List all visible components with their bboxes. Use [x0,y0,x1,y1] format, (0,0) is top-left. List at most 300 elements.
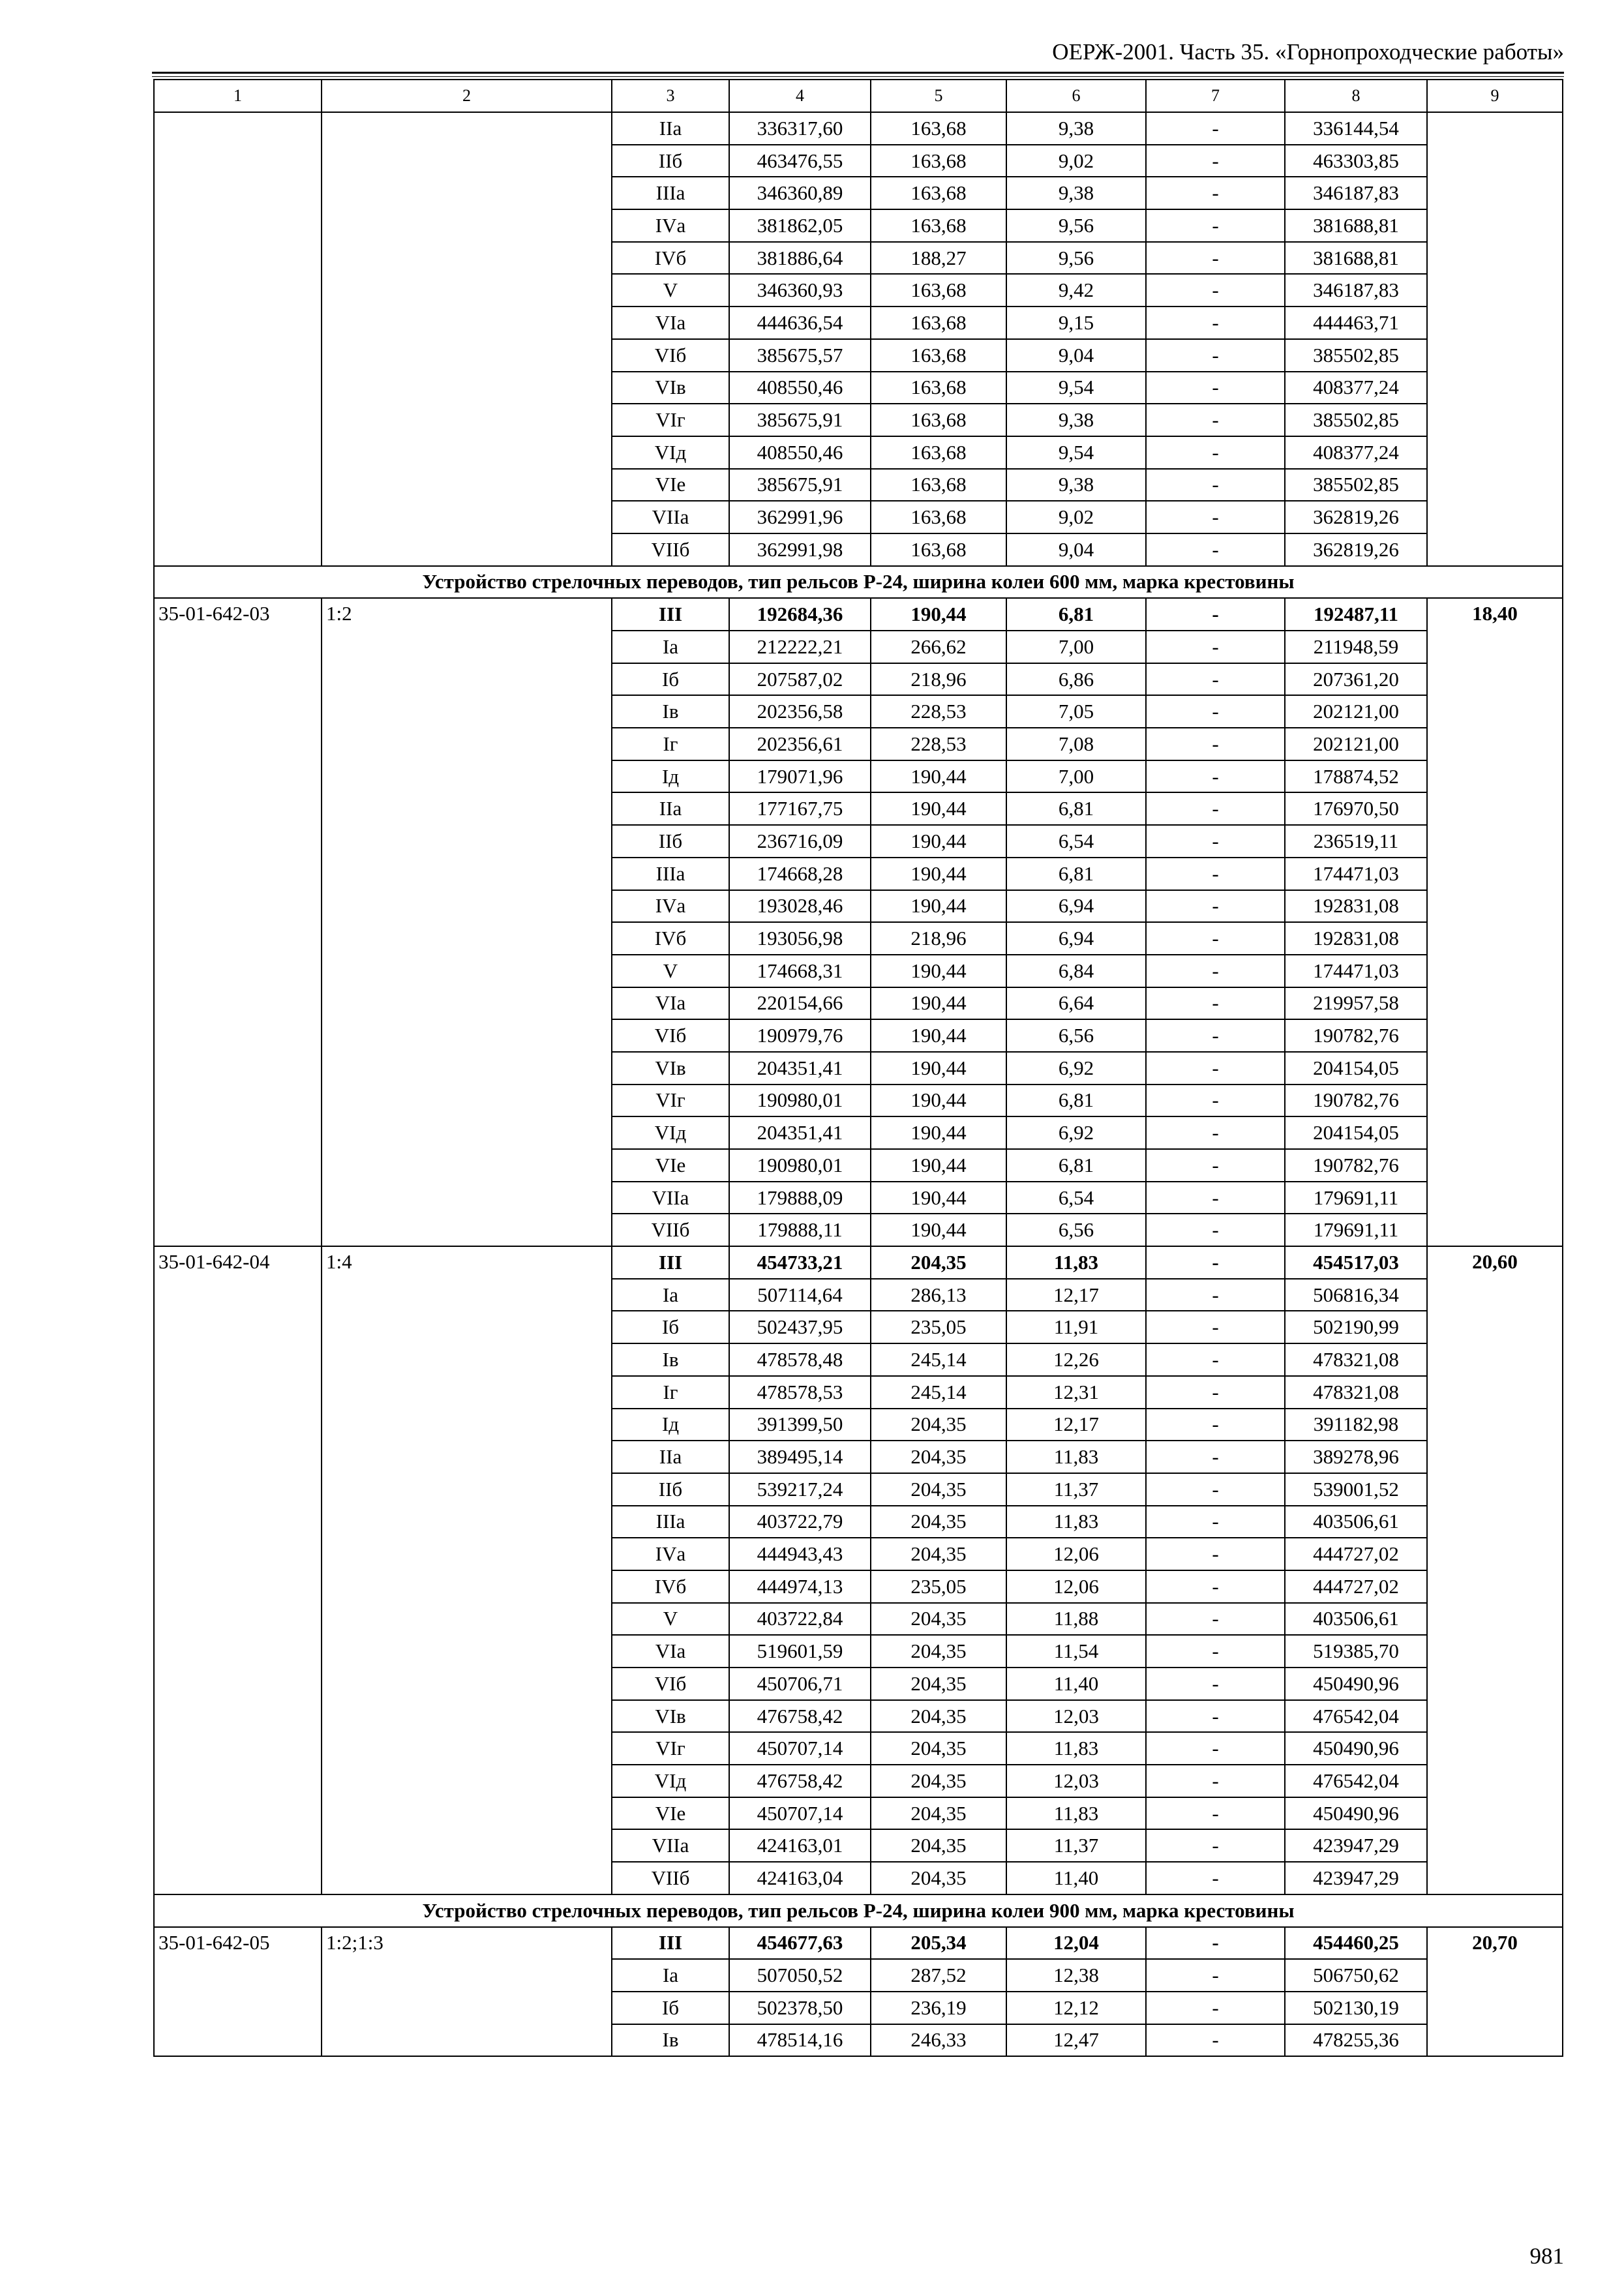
table-cell: 204,35 [871,1668,1006,1700]
table-cell: 204,35 [871,1506,1006,1538]
table-cell: 362819,26 [1285,533,1427,566]
table-cell: - [1146,1311,1285,1343]
table-cell: 204,35 [871,1862,1006,1894]
table-cell: 245,14 [871,1343,1006,1376]
table-cell: 7,05 [1006,695,1146,728]
table-cell: 219957,58 [1285,987,1427,1020]
table-cell: 423947,29 [1285,1829,1427,1862]
table-cell: 190782,76 [1285,1149,1427,1182]
table-cell: 190782,76 [1285,1019,1427,1052]
table-cell: - [1146,1376,1285,1409]
table-cell: Iд [612,760,729,793]
table-cell: 11,40 [1006,1862,1146,1894]
table-cell: 204,35 [871,1441,1006,1473]
table-cell: - [1146,1700,1285,1733]
table-cell: 12,47 [1006,2024,1146,2057]
table-cell: 476542,04 [1285,1765,1427,1797]
table-cell: 7,00 [1006,760,1146,793]
table-cell: 507050,52 [729,1959,871,1992]
table-cell: IIIа [612,858,729,890]
table-cell: - [1146,1570,1285,1603]
table-cell: III [612,1246,729,1279]
column-9-value: 20,60 [1427,1246,1563,1894]
table-cell: VIв [612,372,729,404]
table-cell: - [1146,274,1285,307]
table-cell: V [612,1603,729,1636]
table-cell: 454460,25 [1285,1927,1427,1960]
table-cell: 190,44 [871,1019,1006,1052]
table-cell: - [1146,1052,1285,1085]
table-cell: 204154,05 [1285,1052,1427,1085]
table-cell: 6,92 [1006,1116,1146,1149]
table-cell: 6,56 [1006,1019,1146,1052]
table-cell: - [1146,2024,1285,2057]
table-cell: 6,56 [1006,1214,1146,1246]
section-title: Устройство стрелочных переводов, тип рельсов Р-24, ширина колеи 600 мм, марка крестовины [154,566,1563,599]
table-cell: 202356,61 [729,728,871,760]
table-cell: VIIа [612,1829,729,1862]
table-cell: 163,68 [871,469,1006,501]
table-cell: - [1146,987,1285,1020]
table-cell: 190,44 [871,1182,1006,1214]
table-cell: 192487,11 [1285,598,1427,631]
table-cell: - [1146,792,1285,825]
table-cell: 450490,96 [1285,1668,1427,1700]
table-cell: VIв [612,1052,729,1085]
table-cell: 212222,21 [729,631,871,663]
column-number: 4 [729,80,871,112]
table-cell: Iб [612,1992,729,2024]
table-cell: IIб [612,1473,729,1506]
table-cell: 9,42 [1006,274,1146,307]
table-cell: 478578,53 [729,1376,871,1409]
table-cell: IIа [612,112,729,145]
crossing-mark: 1:2 [322,598,612,1246]
table-cell: - [1146,1409,1285,1441]
column-number: 2 [322,80,612,112]
table-cell: VIб [612,1019,729,1052]
table-cell: IIб [612,145,729,177]
table-cell: - [1146,695,1285,728]
table-cell: - [1146,1829,1285,1862]
table-cell: 179888,11 [729,1214,871,1246]
table-cell: 202356,58 [729,695,871,728]
table-cell: 9,54 [1006,372,1146,404]
table-cell: - [1146,1214,1285,1246]
table-cell: - [1146,1668,1285,1700]
table-cell: 174668,31 [729,955,871,987]
table-cell: 385675,91 [729,469,871,501]
table-cell: 9,54 [1006,436,1146,469]
table-cell: 218,96 [871,922,1006,955]
table-cell: 177167,75 [729,792,871,825]
table-cell: - [1146,598,1285,631]
page-number: 981 [1529,2243,1564,2269]
table-cell: 476758,42 [729,1765,871,1797]
column-9-value: 18,40 [1427,598,1563,1246]
table-cell: 408550,46 [729,436,871,469]
table-cell: 204,35 [871,1538,1006,1570]
table-cell: IIIа [612,1506,729,1538]
table-cell: 178874,52 [1285,760,1427,793]
table-cell: 502378,50 [729,1992,871,2024]
table-cell: 163,68 [871,145,1006,177]
table-cell: 192684,36 [729,598,871,631]
table-cell: 179691,11 [1285,1214,1427,1246]
table-cell: 174668,28 [729,858,871,890]
table-cell: 236716,09 [729,825,871,858]
table-cell: 207361,20 [1285,663,1427,696]
table-cell: 444974,13 [729,1570,871,1603]
table-cell: 11,88 [1006,1603,1146,1636]
table-cell: - [1146,1343,1285,1376]
table-cell: IIб [612,825,729,858]
table-cell: 190,44 [871,1214,1006,1246]
table-cell: 391182,98 [1285,1409,1427,1441]
table-cell: 9,04 [1006,533,1146,566]
table-cell: Iа [612,631,729,663]
table-cell: VIд [612,1765,729,1797]
table-cell: 444636,54 [729,307,871,339]
table-cell: 389495,14 [729,1441,871,1473]
table-row [154,112,1563,145]
table-cell: 403506,61 [1285,1603,1427,1636]
table-cell: - [1146,436,1285,469]
table-cell: 287,52 [871,1959,1006,1992]
column-number: 7 [1146,80,1285,112]
table-cell: 11,83 [1006,1441,1146,1473]
table-cell: VIа [612,1635,729,1668]
table-cell: 346360,89 [729,177,871,209]
table-row [154,1246,1563,1279]
table-cell: 11,83 [1006,1506,1146,1538]
table-cell: 506750,62 [1285,1959,1427,1992]
table-cell: 444727,02 [1285,1538,1427,1570]
table-cell: 204,35 [871,1829,1006,1862]
table-cell: VIIб [612,1862,729,1894]
table-cell: Iд [612,1409,729,1441]
table-cell: - [1146,1279,1285,1311]
table-cell: 408377,24 [1285,372,1427,404]
table-cell: VIа [612,987,729,1020]
table-cell: - [1146,1182,1285,1214]
table-cell: V [612,955,729,987]
table-cell: - [1146,1019,1285,1052]
table-cell: 463476,55 [729,145,871,177]
table-cell: 502437,95 [729,1311,871,1343]
table-cell: 450707,14 [729,1732,871,1765]
table-cell: - [1146,372,1285,404]
table-cell: 190,44 [871,987,1006,1020]
table-cell: 190980,01 [729,1085,871,1117]
table-cell: 12,17 [1006,1409,1146,1441]
table-cell: 346187,83 [1285,177,1427,209]
table-cell: 11,83 [1006,1246,1146,1279]
table-cell: 207587,02 [729,663,871,696]
table-cell: 408550,46 [729,372,871,404]
table-cell: 12,17 [1006,1279,1146,1311]
table-cell: 193028,46 [729,890,871,923]
table-cell: 12,03 [1006,1700,1146,1733]
table-cell: 6,94 [1006,922,1146,955]
table-cell: 450490,96 [1285,1732,1427,1765]
table-cell: 190,44 [871,858,1006,890]
table-cell: 6,81 [1006,1085,1146,1117]
table-cell: 12,31 [1006,1376,1146,1409]
table-cell: 454733,21 [729,1246,871,1279]
table-cell: - [1146,922,1285,955]
table-cell: 163,68 [871,307,1006,339]
table-cell: 362819,26 [1285,501,1427,533]
table-cell: 192831,08 [1285,890,1427,923]
table-cell: 163,68 [871,372,1006,404]
table-cell: VIа [612,307,729,339]
table-cell: 408377,24 [1285,436,1427,469]
table-cell: 220154,66 [729,987,871,1020]
table-cell: 190,44 [871,760,1006,793]
table-cell: 204,35 [871,1732,1006,1765]
table-cell: 163,68 [871,501,1006,533]
table-cell: 381688,81 [1285,242,1427,275]
table-cell: - [1146,663,1285,696]
table-cell: Iа [612,1279,729,1311]
table-cell: 190,44 [871,598,1006,631]
table-cell: 506816,34 [1285,1279,1427,1311]
crossing-mark: 1:2;1:3 [322,1927,612,2057]
crossing-mark [322,112,612,566]
table-cell: 385675,57 [729,339,871,372]
table-cell: - [1146,825,1285,858]
table-cell: 163,68 [871,404,1006,436]
table-cell: VIIа [612,501,729,533]
table-cell: VIб [612,339,729,372]
table-cell: - [1146,631,1285,663]
rate-code [154,112,322,566]
table-cell: - [1146,1862,1285,1894]
table-cell: - [1146,1959,1285,1992]
table-cell: 163,68 [871,177,1006,209]
table-cell: IVб [612,1570,729,1603]
table-cell: 539217,24 [729,1473,871,1506]
table-cell: 478514,16 [729,2024,871,2057]
table-cell: 502190,99 [1285,1311,1427,1343]
table-cell: Iб [612,1311,729,1343]
table-cell: - [1146,1992,1285,2024]
table-cell: 286,13 [871,1279,1006,1311]
table-cell: - [1146,1797,1285,1830]
table-cell: 336317,60 [729,112,871,145]
table-cell: 204,35 [871,1603,1006,1636]
table-cell: VIе [612,1149,729,1182]
table-cell: 9,02 [1006,145,1146,177]
table-cell: 507114,64 [729,1279,871,1311]
table-cell: 11,37 [1006,1829,1146,1862]
table-cell: - [1146,209,1285,242]
table-cell: 236519,11 [1285,825,1427,858]
table-cell: 385675,91 [729,404,871,436]
table-cell: III [612,598,729,631]
table-cell: - [1146,145,1285,177]
table-cell: IIIа [612,177,729,209]
table-cell: - [1146,177,1285,209]
section-row [154,1894,1563,1927]
table-cell: 204154,05 [1285,1116,1427,1149]
column-9-value [1427,112,1563,566]
table-cell: 478578,48 [729,1343,871,1376]
table-row [154,598,1563,631]
table-cell: 12,38 [1006,1959,1146,1992]
table-cell: 9,04 [1006,339,1146,372]
rates-table [153,79,1563,2057]
table-cell: - [1146,533,1285,566]
table-cell: - [1146,890,1285,923]
table-cell: 444463,71 [1285,307,1427,339]
table-cell: 385502,85 [1285,404,1427,436]
table-cell: Iг [612,728,729,760]
table-cell: 11,40 [1006,1668,1146,1700]
table-cell: 476758,42 [729,1700,871,1733]
table-cell: 174471,03 [1285,955,1427,987]
table-cell: 204,35 [871,1246,1006,1279]
rate-code: 35-01-642-05 [154,1927,322,2057]
table-cell: - [1146,1538,1285,1570]
table-cell: 12,12 [1006,1992,1146,2024]
table-cell: IIа [612,792,729,825]
table-cell: 9,38 [1006,177,1146,209]
table-cell: - [1146,1603,1285,1636]
table-cell: 204,35 [871,1797,1006,1830]
table-cell: 11,37 [1006,1473,1146,1506]
table-cell: 11,83 [1006,1732,1146,1765]
table-cell: 346360,93 [729,274,871,307]
table-cell: 502130,19 [1285,1992,1427,2024]
table-cell: 478255,36 [1285,2024,1427,2057]
table-cell: 193056,98 [729,922,871,955]
table-cell: - [1146,242,1285,275]
table-cell: IVа [612,890,729,923]
table-cell: 163,68 [871,533,1006,566]
table-cell: Iа [612,1959,729,1992]
table-cell: 424163,04 [729,1862,871,1894]
table-cell: 346187,83 [1285,274,1427,307]
table-cell: - [1146,1927,1285,1960]
table-cell: 454677,63 [729,1927,871,1960]
table-cell: 9,15 [1006,307,1146,339]
column-9-value: 20,70 [1427,1927,1563,2057]
table-cell: 202121,00 [1285,728,1427,760]
table-row [154,1927,1563,1960]
table-cell: - [1146,1765,1285,1797]
table-cell: 444943,43 [729,1538,871,1570]
table-cell: 6,94 [1006,890,1146,923]
table-cell: - [1146,1473,1285,1506]
table-cell: 12,06 [1006,1538,1146,1570]
table-cell: 12,04 [1006,1927,1146,1960]
rate-code: 35-01-642-04 [154,1246,322,1894]
table-cell: 228,53 [871,728,1006,760]
table-cell: 478321,08 [1285,1376,1427,1409]
table-cell: 476542,04 [1285,1700,1427,1733]
table-cell: VIб [612,1668,729,1700]
table-cell: 11,54 [1006,1635,1146,1668]
table-cell: - [1146,112,1285,145]
table-cell: 163,68 [871,209,1006,242]
table-cell: - [1146,1506,1285,1538]
table-cell: 12,06 [1006,1570,1146,1603]
table-cell: 403722,79 [729,1506,871,1538]
table-cell: Iб [612,663,729,696]
table-cell: - [1146,1246,1285,1279]
rate-code: 35-01-642-03 [154,598,322,1246]
table-cell: 188,27 [871,242,1006,275]
table-cell: 6,81 [1006,792,1146,825]
table-cell: 6,81 [1006,1149,1146,1182]
table-cell: 204,35 [871,1700,1006,1733]
table-cell: 204351,41 [729,1052,871,1085]
table-cell: 403722,84 [729,1603,871,1636]
table-cell: IVб [612,922,729,955]
table-cell: 179691,11 [1285,1182,1427,1214]
table-cell: 190,44 [871,890,1006,923]
table-cell: 218,96 [871,663,1006,696]
table-cell: - [1146,858,1285,890]
table-cell: 163,68 [871,274,1006,307]
table-cell: 235,05 [871,1311,1006,1343]
column-number: 1 [154,80,322,112]
table-cell: 266,62 [871,631,1006,663]
table-cell: 202121,00 [1285,695,1427,728]
table-cell: VIг [612,1732,729,1765]
table-cell: 246,33 [871,2024,1006,2057]
table-cell: 6,81 [1006,858,1146,890]
table-cell: 539001,52 [1285,1473,1427,1506]
section-row [154,566,1563,599]
table-cell: 450707,14 [729,1797,871,1830]
table-cell: 163,68 [871,339,1006,372]
table-cell: VIе [612,1797,729,1830]
table-cell: - [1146,339,1285,372]
table-cell: 423947,29 [1285,1862,1427,1894]
table-cell: - [1146,404,1285,436]
table-cell: 6,84 [1006,955,1146,987]
table-cell: 190,44 [871,825,1006,858]
table-cell: 204,35 [871,1765,1006,1797]
table-cell: 7,08 [1006,728,1146,760]
column-number: 6 [1006,80,1146,112]
page-header: ОЕРЖ-2001. Часть 35. «Горнопроходческие работы» [1052,39,1564,65]
table-cell: VIIа [612,1182,729,1214]
table-cell: 163,68 [871,436,1006,469]
column-number: 9 [1427,80,1563,112]
table-cell: 192831,08 [1285,922,1427,955]
table-cell: Iв [612,695,729,728]
table-cell: 11,83 [1006,1797,1146,1830]
table-cell: 9,56 [1006,209,1146,242]
table-cell: 204,35 [871,1409,1006,1441]
table-cell: 190,44 [871,792,1006,825]
table-cell: 454517,03 [1285,1246,1427,1279]
table-cell: 12,03 [1006,1765,1146,1797]
table-cell: 190782,76 [1285,1085,1427,1117]
table-cell: 190,44 [871,955,1006,987]
table-cell: 381688,81 [1285,209,1427,242]
table-cell: 424163,01 [729,1829,871,1862]
table-cell: 9,38 [1006,469,1146,501]
table-cell: 362991,96 [729,501,871,533]
table-cell: 12,26 [1006,1343,1146,1376]
table-cell: - [1146,1149,1285,1182]
section-title: Устройство стрелочных переводов, тип рельсов Р-24, ширина колеи 900 мм, марка крестовины [154,1894,1563,1927]
